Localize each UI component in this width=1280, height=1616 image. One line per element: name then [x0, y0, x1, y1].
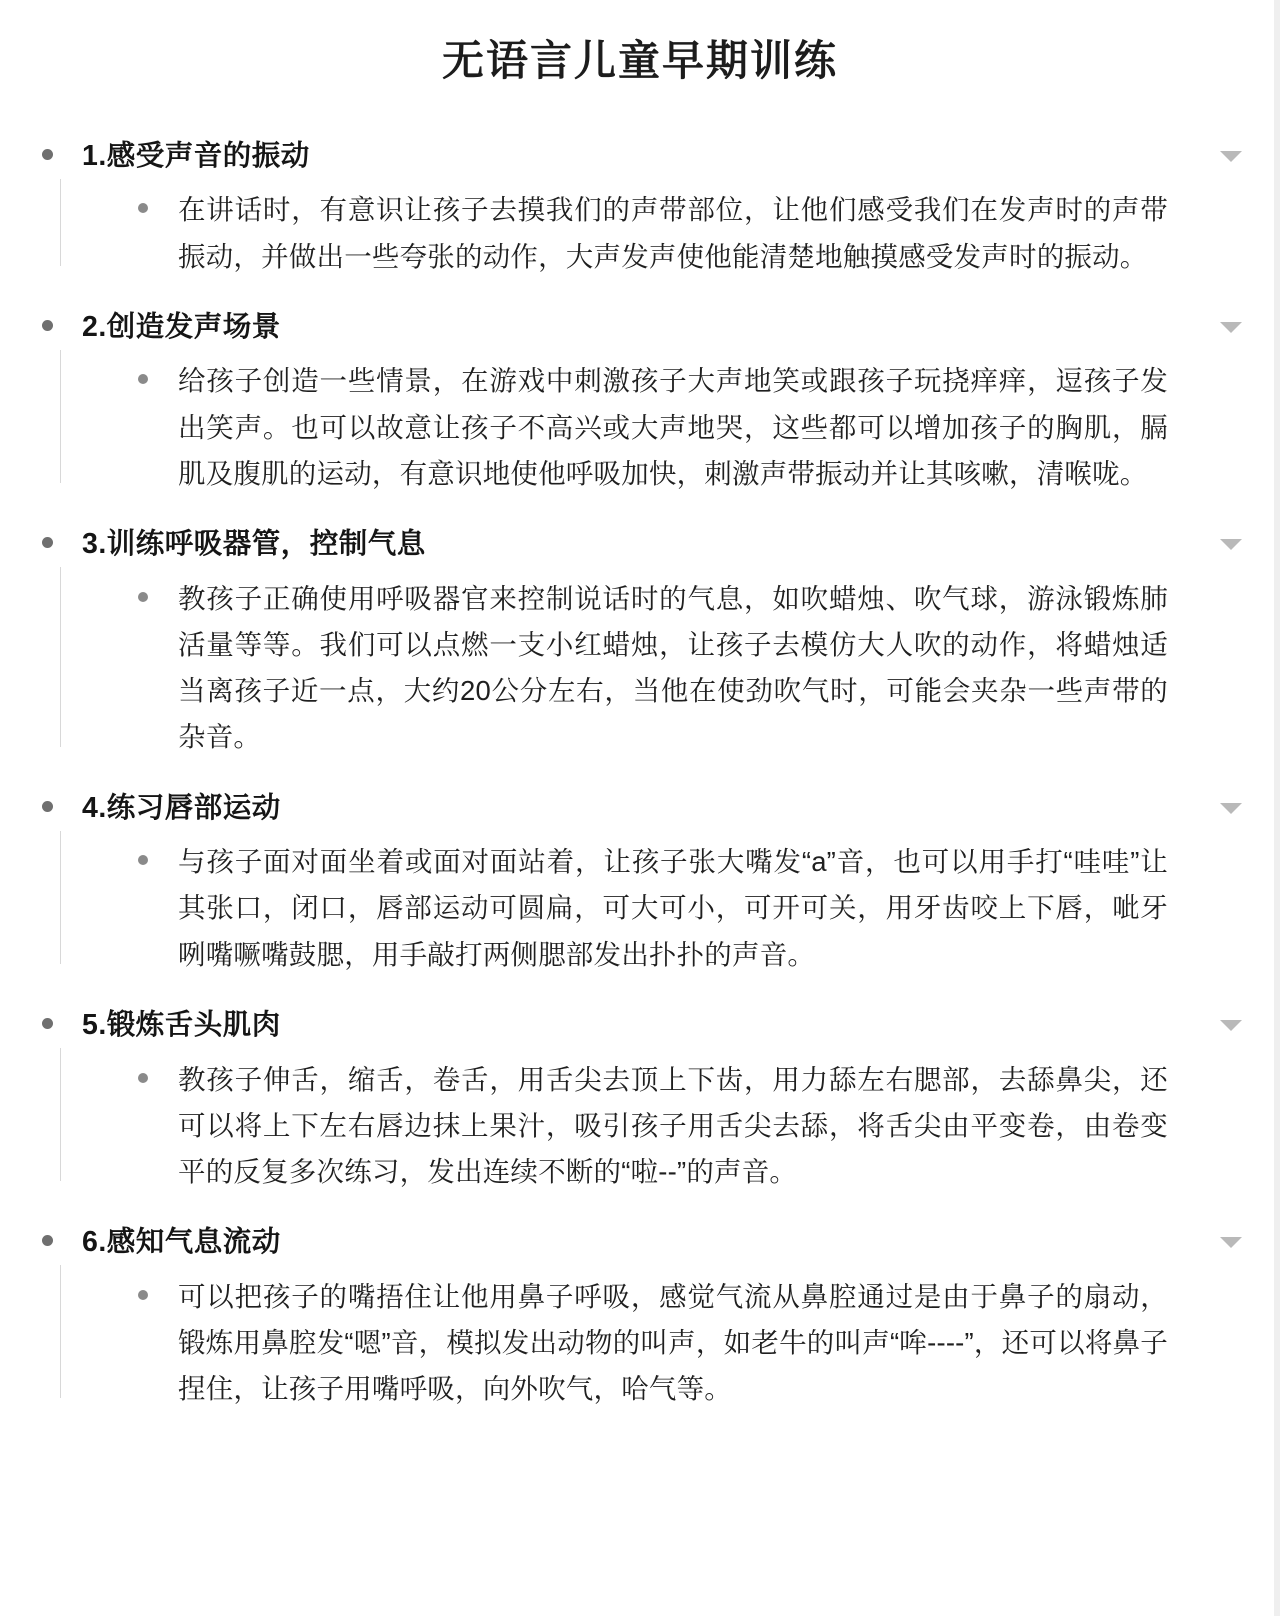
page-title: 无语言儿童早期训练: [441, 37, 838, 84]
bullet-icon: [138, 203, 148, 213]
bullet-icon: [42, 320, 53, 331]
outline-section: [0, 135, 1280, 280]
outline-section: [0, 523, 1280, 761]
bullet-icon: [138, 1073, 148, 1083]
bullet-icon: [42, 149, 53, 160]
section-items: [82, 1274, 1280, 1413]
bullet-icon: [42, 1235, 53, 1246]
section-items: [82, 358, 1280, 497]
section-heading-row[interactable]: [82, 787, 1280, 832]
bullet-icon: [42, 801, 53, 812]
chevron-down-icon[interactable]: [1220, 1237, 1242, 1248]
chevron-down-icon[interactable]: [1220, 539, 1242, 550]
section-heading-row[interactable]: [82, 306, 1280, 351]
section-items: [82, 839, 1280, 978]
list-item: [138, 1274, 1168, 1413]
outline-list: [0, 135, 1280, 1413]
list-item: [138, 358, 1168, 497]
chevron-down-icon[interactable]: [1220, 151, 1242, 162]
section-guide-line: [60, 567, 61, 747]
section-heading: 3.训练呼吸器管，控制气息: [82, 528, 426, 561]
outline-section: [0, 306, 1280, 497]
section-heading: 4.练习唇部运动: [82, 791, 281, 824]
section-heading: 2.创造发声场景: [82, 310, 281, 343]
bullet-icon: [42, 537, 53, 548]
list-item: [138, 1057, 1168, 1196]
section-heading: 5.锻炼舌头肌肉: [82, 1008, 281, 1041]
section-guide-line: [60, 350, 61, 483]
section-guide-line: [60, 1048, 61, 1181]
scrollbar-track[interactable]: [1274, 0, 1280, 1616]
chevron-down-icon[interactable]: [1220, 322, 1242, 333]
list-item-text: 教孩子正确使用呼吸器官来控制说话时的气息，如吹蜡烛、吹气球，游泳锻炼肺活量等等。我们可以点燃一支小红蜡烛，让孩子去模仿大人吹的动作，将蜡烛适当离孩子近一点，大约20公分左右，当他在使劲吹气时，可能会夹杂一些声带的杂音。: [178, 582, 1168, 753]
section-heading: 6.感知气息流动: [82, 1226, 281, 1259]
chevron-down-icon[interactable]: [1220, 1020, 1242, 1031]
outline-section: [0, 787, 1280, 978]
list-item: [138, 187, 1168, 279]
outline-section: [0, 1004, 1280, 1195]
bullet-icon: [138, 592, 148, 602]
outline-section: [0, 1221, 1280, 1412]
list-item-text: 与孩子面对面坐着或面对面站着，让孩子张大嘴发“a”音，也可以用手打“哇哇”让其张口，闭口，唇部运动可圆扁，可大可小，可开可关，用牙齿咬上下唇，呲牙咧嘴噘嘴鼓腮，用手敲打两侧腮部发出扑扑的声音。: [178, 846, 1168, 970]
bullet-icon: [138, 374, 148, 384]
section-guide-line: [60, 1265, 61, 1398]
section-heading-row[interactable]: [82, 1221, 1280, 1266]
bullet-icon: [138, 855, 148, 865]
list-item-text: 教孩子伸舌，缩舌，卷舌，用舌尖去顶上下齿，用力舔左右腮部，去舔鼻尖，还可以将上下左右唇边抹上果汁，吸引孩子用舌尖去舔，将舌尖由平变卷，由卷变平的反复多次练习，发出连续不断的“啦--”的声音。: [178, 1063, 1168, 1187]
list-item: [138, 576, 1168, 761]
section-items: [82, 187, 1280, 279]
section-heading: 1.感受声音的振动: [82, 139, 310, 172]
list-item-text: 可以把孩子的嘴捂住让他用鼻子呼吸，感觉气流从鼻腔通过是由于鼻子的扇动，锻炼用鼻腔发“嗯”音，模拟发出动物的叫声，如老牛的叫声“哞----”，还可以将鼻子捏住，让孩子用嘴呼吸，向外吹气，哈气等。: [178, 1280, 1168, 1405]
bullet-icon: [42, 1018, 53, 1029]
list-item-text: 给孩子创造一些情景，在游戏中刺激孩子大声地笑或跟孩子玩挠痒痒，逗孩子发出笑声。也可以故意让孩子不高兴或大声地哭，这些都可以增加孩子的胸肌，膈肌及腹肌的运动，有意识地使他呼吸加快，刺激声带振动并让其咳嗽，清喉咙。: [178, 365, 1168, 489]
section-heading-row[interactable]: [82, 135, 1280, 180]
bullet-icon: [138, 1290, 148, 1300]
section-heading-row[interactable]: [82, 1004, 1280, 1049]
section-items: [82, 576, 1280, 761]
section-items: [82, 1057, 1280, 1196]
list-item-text: 在讲话时，有意识让孩子去摸我们的声带部位，让他们感受我们在发声时的声带振动，并做出一些夸张的动作，大声发声使他能清楚地触摸感受发声时的振动。: [178, 194, 1168, 272]
chevron-down-icon[interactable]: [1220, 803, 1242, 814]
section-guide-line: [60, 831, 61, 964]
list-item: [138, 839, 1168, 978]
section-guide-line: [60, 179, 61, 266]
section-heading-row[interactable]: [82, 523, 1280, 568]
